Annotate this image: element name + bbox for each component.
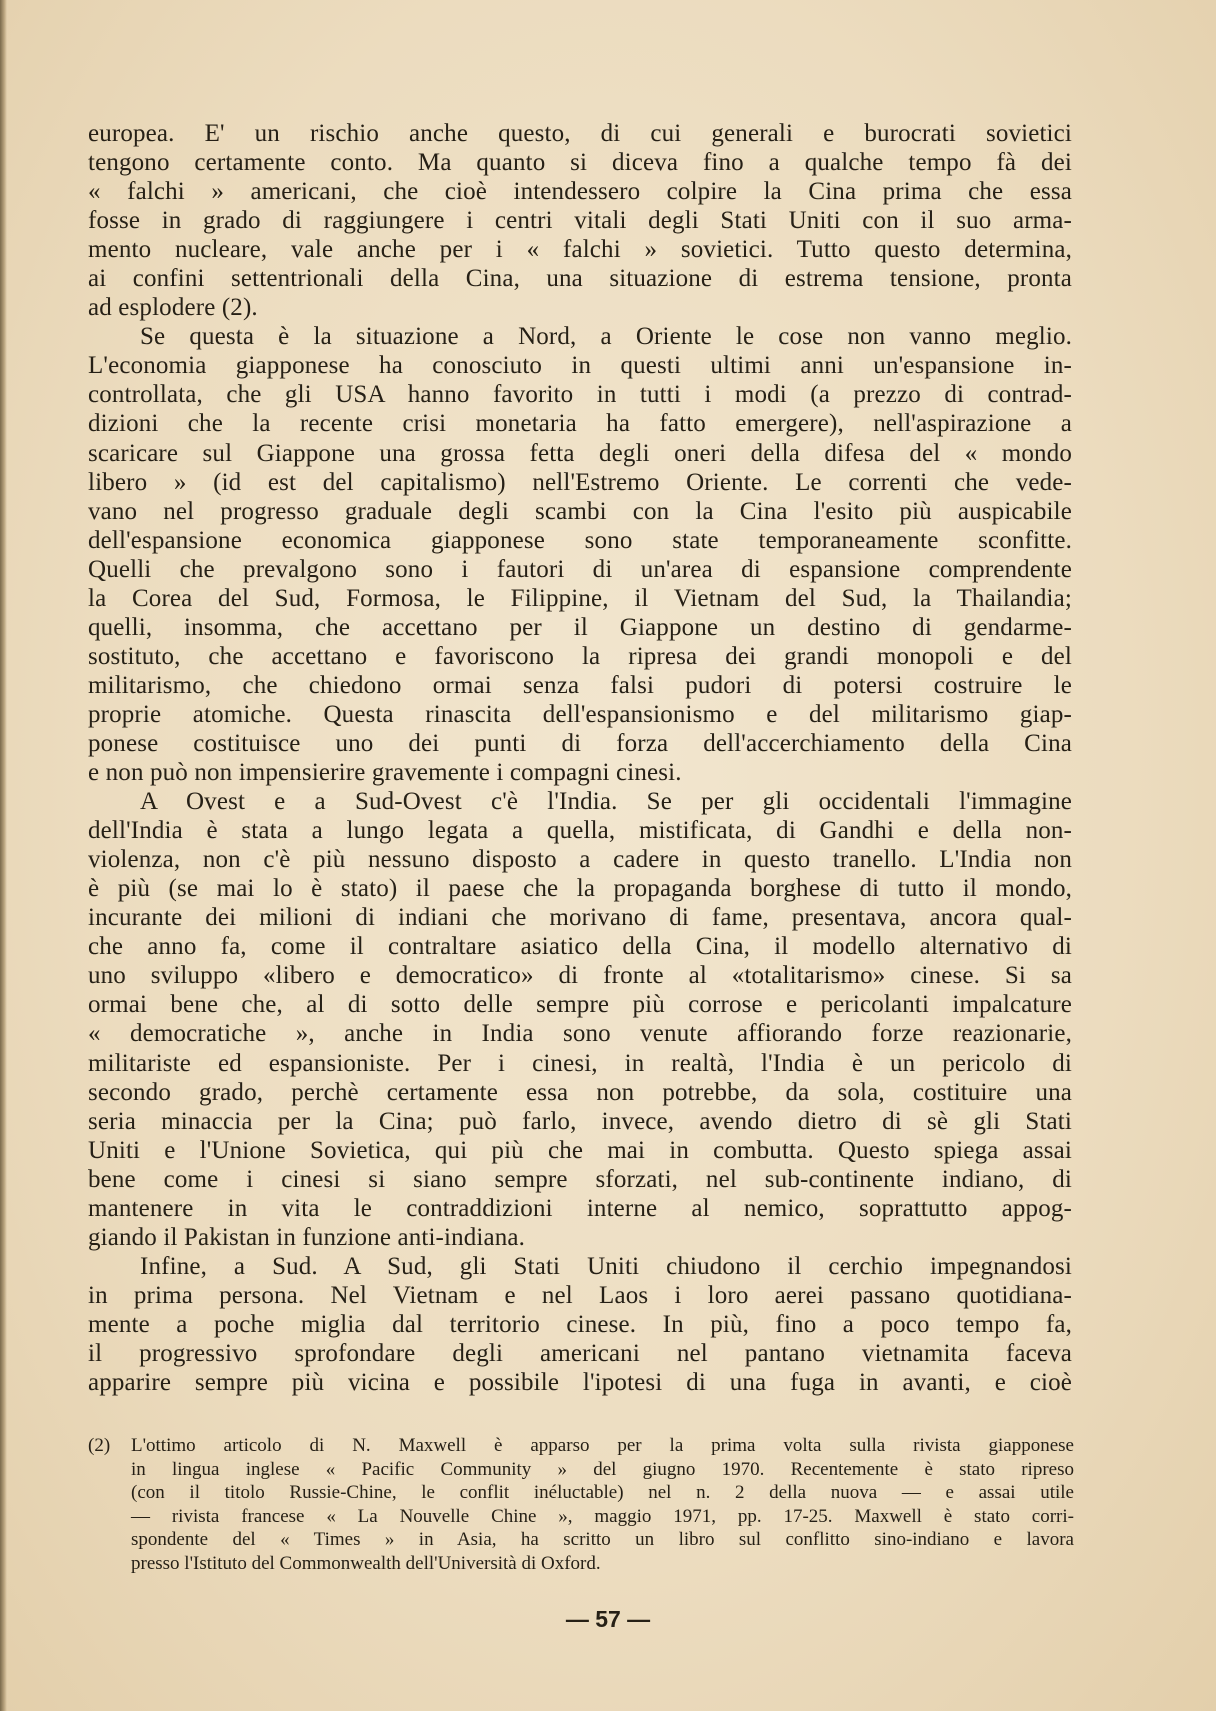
text-line: ad esplodere (2). bbox=[88, 294, 258, 322]
text-line: incurante dei milioni di indiani che morivano di fame, presentava, ancora qual- bbox=[88, 904, 1072, 932]
footnote-line: spondente del « Times » in Asia, ha scritto un libro sul conflitto sino-indiano e lavora bbox=[131, 1529, 1074, 1551]
text-line: dizioni che la recente crisi monetaria ha fatto emergere), nell'aspirazione a bbox=[88, 410, 1072, 438]
text-line: apparire sempre più vicina e possibile l'ipotesi di una fuga in avanti, e cioè bbox=[88, 1369, 1072, 1397]
text-line: che anno fa, come il contraltare asiatico della Cina, il modello alternativo di bbox=[88, 933, 1072, 961]
footnote-line bbox=[88, 1434, 1074, 1458]
footnote bbox=[88, 1434, 1074, 1576]
footnote-line: presso l'Istituto del Commonwealth dell'Università di Oxford. bbox=[131, 1552, 601, 1574]
text-line: vano nel progresso graduale degli scambi con la Cina l'esito più auspicabile bbox=[88, 497, 1072, 525]
text-line: dell'India è stata a lungo legata a quella, mistificata, di Gandhi e della non- bbox=[88, 817, 1072, 845]
text-line: proprie atomiche. Questa rinascita dell'espansionismo e del militarismo giap- bbox=[88, 700, 1072, 728]
text-line: secondo grado, perchè certamente essa non potrebbe, da sola, costituire una bbox=[88, 1078, 1072, 1106]
text-line: fosse in grado di raggiungere i centri vitali degli Stati Uniti con il suo arma- bbox=[88, 207, 1072, 235]
text-line: Se questa è la situazione a Nord, a Oriente le cose non vanno meglio. bbox=[140, 323, 1072, 351]
text-line: europea. E' un rischio anche questo, di cui generali e burocrati sovietici bbox=[88, 120, 1072, 147]
text-line: mantenere in vita le contraddizioni interne al nemico, soprattutto appog- bbox=[88, 1194, 1072, 1222]
text-line: uno sviluppo «libero e democratico» di fronte al «totalitarismo» cinese. Si sa bbox=[88, 962, 1072, 990]
text-line: il progressivo sprofondare degli americani nel pantano vietnamita faceva bbox=[88, 1339, 1072, 1367]
text-line: militariste ed espansioniste. Per i cinesi, in realtà, l'India è un pericolo di bbox=[88, 1049, 1072, 1077]
text-line: A Ovest e a Sud-Ovest c'è l'India. Se per gli occidentali l'immagine bbox=[140, 788, 1072, 816]
text-line: Uniti e l'Unione Sovietica, qui più che mai in combutta. Questo spiega assai bbox=[88, 1136, 1072, 1164]
text-line: dell'espansione economica giapponese sono state temporaneamente sconfitte. bbox=[88, 526, 1072, 554]
footnote-line: (con il titolo Russie-Chine, le conflit inéluctable) nel n. 2 della nuova — e assai utile bbox=[131, 1482, 1074, 1504]
footnote-marker: (2) bbox=[88, 1435, 111, 1456]
footnote-line-text: L'ottimo articolo di N. Maxwell è apparso per la prima volta sulla rivista giapponese bbox=[131, 1435, 1074, 1456]
text-line: « falchi » americani, che cioè intendessero colpire la Cina prima che essa bbox=[88, 178, 1072, 206]
text-line: ponese costituisce uno dei punti di forza dell'accerchiamento della Cina bbox=[88, 729, 1072, 757]
text-line: tengono certamente conto. Ma quanto si diceva fino a qualche tempo fà dei bbox=[88, 149, 1072, 177]
text-line: seria minaccia per la Cina; può farlo, invece, avendo dietro di sè gli Stati bbox=[88, 1107, 1072, 1135]
text-line: quelli, insomma, che accettano per il Giappone un destino di gendarme- bbox=[88, 613, 1072, 641]
text-line: giando il Pakistan in funzione anti-indiana. bbox=[88, 1223, 526, 1251]
text-line: sostituto, che accettano e favoriscono la ripresa dei grandi monopoli e del bbox=[88, 642, 1072, 670]
text-line: violenza, non c'è più nessuno disposto a cadere in questo tranello. L'India non bbox=[88, 846, 1072, 874]
footnote-line: — rivista francese « La Nouvelle Chine », maggio 1971, pp. 17-25. Maxwell è stato corri- bbox=[131, 1505, 1074, 1527]
text-line: controllata, che gli USA hanno favorito in tutti i modi (a prezzo di contrad- bbox=[88, 381, 1072, 409]
text-line: mente a poche miglia dal territorio cinese. In più, fino a poco tempo fa, bbox=[88, 1310, 1072, 1338]
text-line: militarismo, che chiedono ormai senza falsi pudori di potersi costruire le bbox=[88, 671, 1072, 699]
text-line: in prima persona. Nel Vietnam e nel Laos i loro aerei passano quotidiana- bbox=[88, 1281, 1072, 1309]
text-line: scaricare sul Giappone una grossa fetta degli oneri della difesa del « mondo bbox=[88, 439, 1072, 467]
text-line: Quelli che prevalgono sono i fautori di un'area di espansione comprendente bbox=[88, 555, 1072, 583]
text-line: e non può non impensierire gravemente i compagni cinesi. bbox=[88, 759, 682, 787]
text-line: mento nucleare, vale anche per i « falchi » sovietici. Tutto questo determina, bbox=[88, 236, 1072, 264]
body-text bbox=[88, 119, 1072, 1397]
text-line: libero » (id est del capitalismo) nell'Estremo Oriente. Le correnti che vede- bbox=[88, 468, 1072, 496]
text-line: « democratiche », anche in India sono venute affiorando forze reazionarie, bbox=[88, 1020, 1072, 1048]
text-line: la Corea del Sud, Formosa, le Filippine, il Vietnam del Sud, la Thailandia; bbox=[88, 584, 1072, 612]
text-line: è più (se mai lo è stato) il paese che la propaganda borghese di tutto il mondo, bbox=[88, 875, 1072, 903]
text-line: ai confini settentrionali della Cina, una situazione di estrema tensione, pronta bbox=[88, 265, 1072, 293]
text-line: ormai bene che, al di sotto delle sempre più corrose e pericolanti impalcature bbox=[88, 991, 1072, 1019]
page-number: — 57 — bbox=[565, 1606, 651, 1632]
text-line: bene come i cinesi si siano sempre sforzati, nel sub-continente indiano, di bbox=[88, 1165, 1072, 1193]
footnote-line: in lingua inglese « Pacific Community » del giugno 1970. Recentemente è stato ripreso bbox=[131, 1458, 1074, 1480]
text-line: Infine, a Sud. A Sud, gli Stati Uniti chiudono il cerchio impegnandosi bbox=[140, 1252, 1072, 1280]
page-binding-edge bbox=[0, 0, 7, 1711]
text-line: L'economia giapponese ha conosciuto in questi ultimi anni un'espansione in- bbox=[88, 352, 1072, 380]
